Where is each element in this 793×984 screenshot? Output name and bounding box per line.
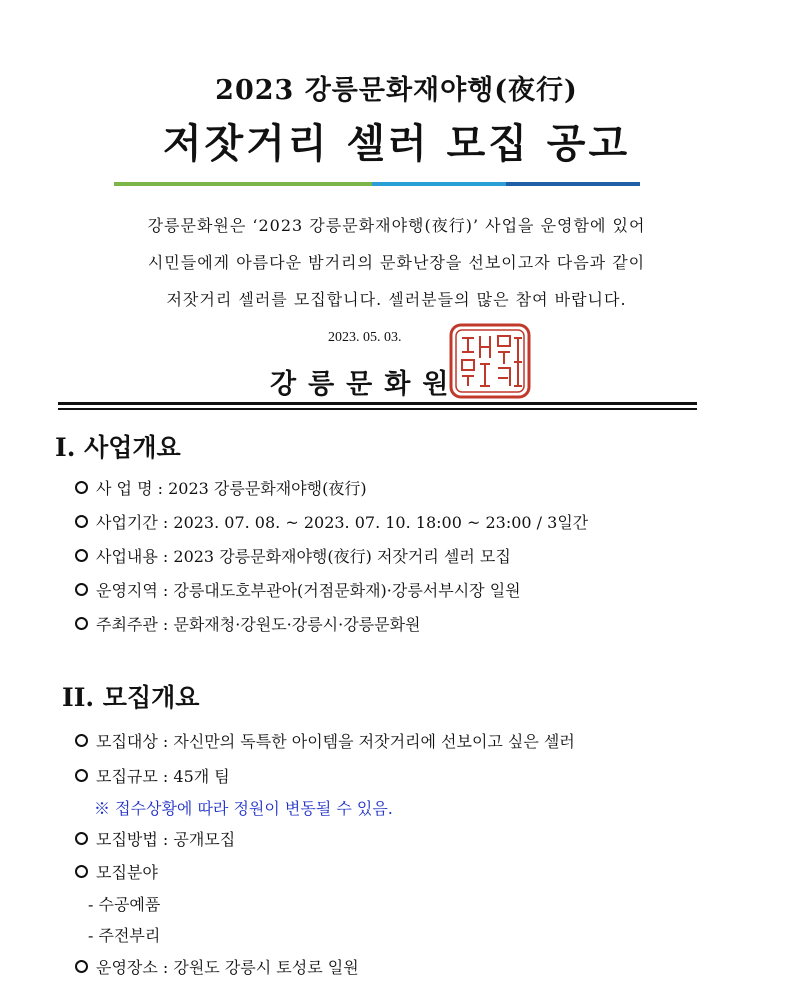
list-item: 사업내용 : 2023 강릉문화재야행(夜行) 저잣거리 셀러 모집: [75, 544, 511, 567]
header-divider-thick: [58, 402, 697, 405]
circle-bullet-icon: [75, 515, 88, 528]
intro-line-1: 강릉문화원은 ‘2023 강릉문화재야행(夜行)’ 사업을 운영함에 있어: [147, 216, 646, 235]
intro-line-3: 저잣거리 셀러를 모집합니다. 셀러분들의 많은 참여 바랍니다.: [166, 290, 627, 309]
title-underline-bar: [114, 182, 640, 186]
sub-item: - 수공예품: [88, 895, 161, 914]
list-item: 모집대상 : 자신만의 독특한 아이템을 저잣거리에 선보이고 싶은 셀러: [75, 729, 575, 752]
list-item: 사 업 명 : 2023 강릉문화재야행(夜行): [75, 476, 367, 499]
header-divider-thin: [58, 408, 697, 410]
list-item: 모집규모 : 45개 팀: [75, 764, 230, 787]
circle-bullet-icon: [75, 832, 88, 845]
notice-date: 2023. 05. 03.: [328, 330, 402, 345]
list-item: 주최주관 : 문화재청·강원도·강릉시·강릉문화원: [75, 612, 421, 635]
list-item: 모집방법 : 공개모집: [75, 827, 235, 850]
circle-bullet-icon: [75, 734, 88, 747]
circle-bullet-icon: [75, 865, 88, 878]
list-item: 모집분야: [75, 860, 158, 883]
circle-bullet-icon: [75, 769, 88, 782]
circle-bullet-icon: [75, 960, 88, 973]
section-heading-overview: I. 사업개요: [55, 433, 181, 462]
list-item: 운영지역 : 강릉대도호부관아(거점문화재)·강릉서부시장 일원: [75, 578, 521, 601]
bar-navy: [506, 182, 640, 186]
bar-green: [114, 182, 372, 186]
capacity-note: ※ 접수상황에 따라 정원이 변동될 수 있음.: [94, 799, 393, 818]
list-item: 운영장소 : 강원도 강릉시 토성로 일원: [75, 955, 359, 978]
list-item: 사업기간 : 2023. 07. 08. ~ 2023. 07. 10. 18:00 ~ 23:00 / 3일간: [75, 510, 588, 533]
circle-bullet-icon: [75, 583, 88, 596]
organization-name: 강릉문화원: [270, 369, 461, 400]
circle-bullet-icon: [75, 481, 88, 494]
circle-bullet-icon: [75, 617, 88, 630]
circle-bullet-icon: [75, 549, 88, 562]
title-line-1: 2023 강릉문화재야행(夜行): [215, 75, 578, 106]
title-line-2: 저잣거리 셀러 모집 공고: [162, 120, 631, 167]
official-seal-stamp: [448, 322, 532, 400]
sub-item: - 주전부리: [88, 926, 161, 945]
bar-blue: [372, 182, 506, 186]
section-heading-recruitment: II. 모집개요: [62, 683, 200, 712]
intro-line-2: 시민들에게 아름다운 밤거리의 문화난장을 선보이고자 다음과 같이: [147, 253, 646, 272]
